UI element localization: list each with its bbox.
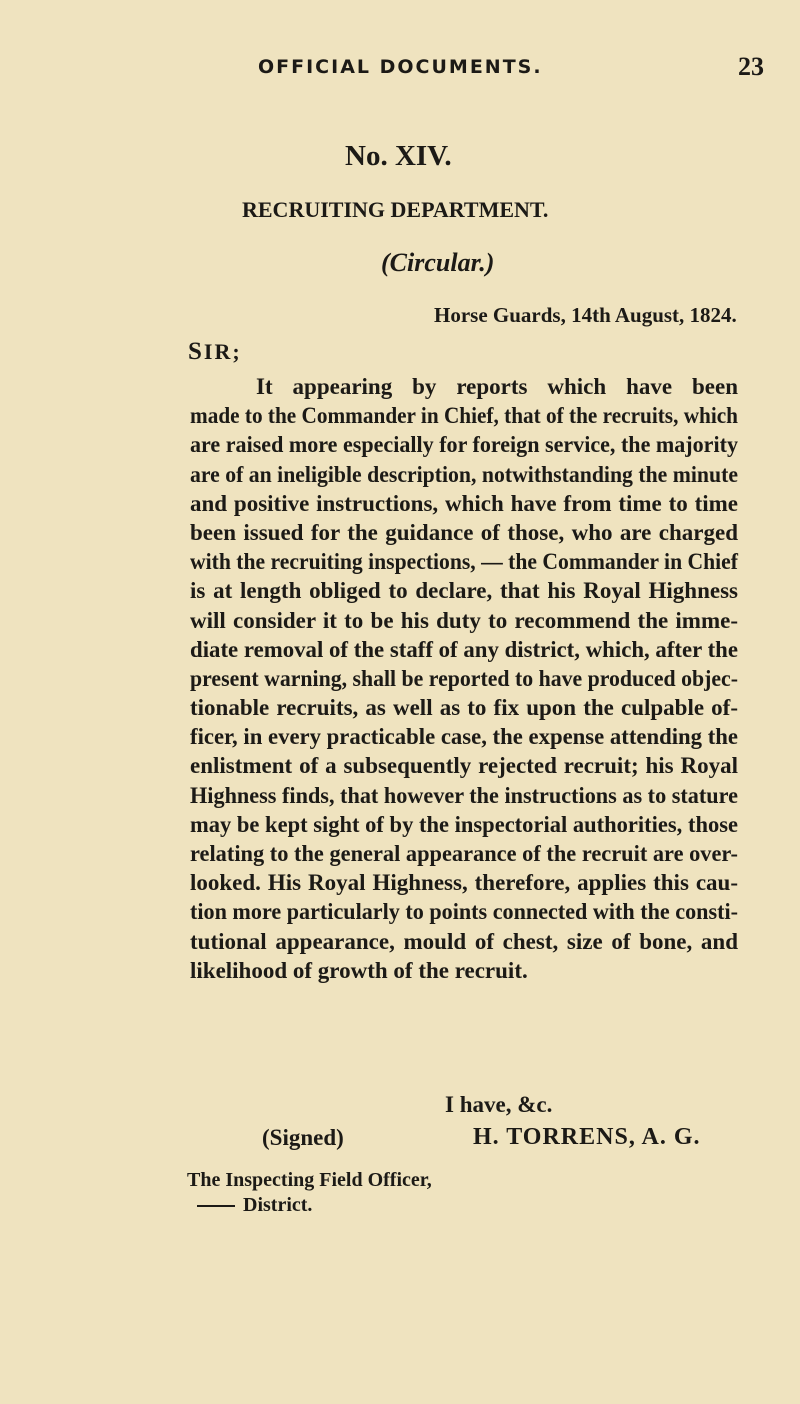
body-line: ficer, in every practicable case, the expense attending the	[190, 724, 738, 750]
blank-dash	[197, 1205, 235, 1207]
body-line: tionable recruits, as well as to fix upon the culpable of-	[190, 695, 738, 721]
body-line: tutional appearance, mould of chest, size of bone, and	[190, 928, 738, 954]
body-line: are of an ineligible description, notwithstanding the minute	[190, 461, 738, 487]
body-line: and positive instructions, which have from time to time	[190, 490, 738, 516]
body-line: relating to the general appearance of the recruit are over-	[190, 841, 738, 866]
salutation-initial: S	[188, 338, 204, 365]
page-header	[0, 52, 800, 88]
body-line: been issued for the guidance of those, who are charged	[190, 519, 738, 545]
circular-label: (Circular.)	[381, 248, 495, 277]
body-line: are raised more especially for foreign service, the majority	[190, 432, 738, 458]
running-head: OFFICIAL DOCUMENTS.	[258, 56, 543, 78]
salutation	[188, 338, 242, 366]
addressee-line-2-wrap	[187, 1193, 432, 1218]
body-line: diate removal of the staff of any district, which, after the	[190, 636, 738, 662]
addressee-line-2: District.	[243, 1194, 313, 1216]
body-line: looked. His Royal Highness, therefore, applies this cau-	[190, 870, 738, 896]
body-line: will consider it to be his duty to recommend the imme-	[190, 607, 738, 633]
body-line: may be kept sight of by the inspectorial authorities, those	[190, 811, 738, 837]
department-heading: RECRUITING DEPARTMENT.	[242, 197, 549, 222]
letter-body	[190, 372, 738, 985]
body-line: present warning, shall be reported to have produced objec-	[190, 665, 738, 691]
body-line: tion more particularly to points connected with the consti-	[190, 899, 738, 925]
body-line: made to the Commander in Chief, that of the recruits, which	[190, 403, 738, 429]
document-number: No. XIV.	[345, 140, 452, 172]
body-line: It appearing by reports which have been	[256, 374, 738, 399]
body-line: likelihood of growth of the recruit.	[190, 957, 528, 983]
closing: I have, &c.	[445, 1092, 553, 1117]
body-line: Highness finds, that however the instructions as to stature	[190, 782, 738, 808]
body-line: is at length obliged to declare, that his Royal Highness	[190, 578, 738, 604]
body-line: with the recruiting inspections, — the Commander in Chief	[190, 549, 738, 575]
signature: H. TORRENS, A. G.	[473, 1124, 701, 1150]
addressee	[187, 1168, 432, 1218]
page-number: 23	[738, 52, 764, 81]
body-line: enlistment of a subsequently rejected recruit; his Royal	[190, 753, 738, 779]
salutation-rest: IR;	[203, 339, 242, 364]
signed-label: (Signed)	[262, 1125, 344, 1150]
addressee-line-1: The Inspecting Field Officer,	[187, 1169, 432, 1191]
dateline: Horse Guards, 14th August, 1824.	[434, 303, 737, 327]
